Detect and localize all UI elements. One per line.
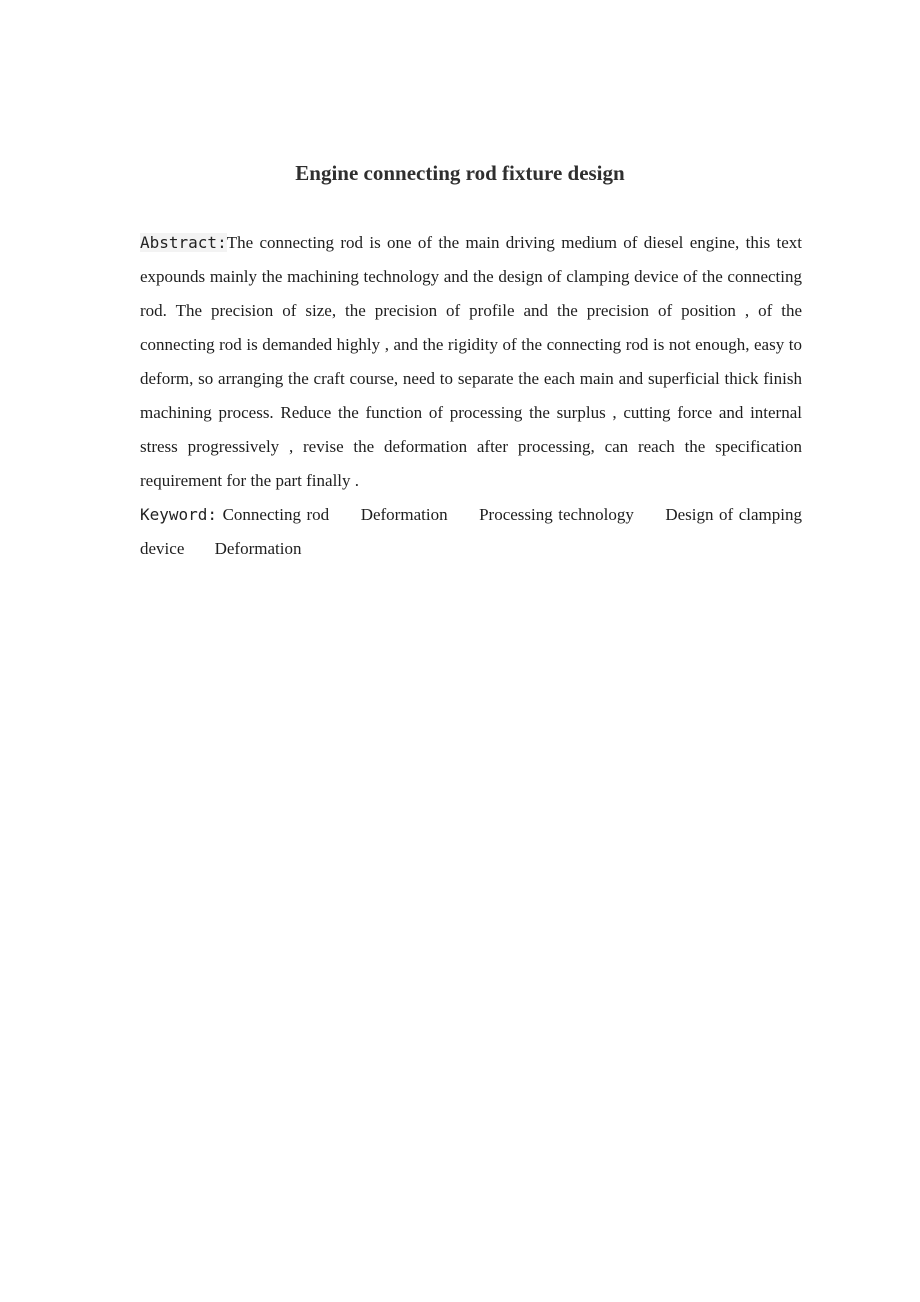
keyword-item: Deformation <box>360 505 448 524</box>
document-title: Engine connecting rod fixture design <box>295 161 625 185</box>
abstract-text: The connecting rod is one of the main driving medium of diesel engine, this text expounds mainly the machining technology and the design of clamping device of the connecting rod. The precision of size, the precision of profile and the precision of position , of the connecting rod is demanded highly , and the rigidity of the connecting rod is not enough, easy to deform, so arranging the craft course, need to separate the each main and superficial thick finish machining process. Reduce the function of processing the surplus , cutting force and internal stress progressively , revise the deformation after processing, can reach the specification requirement for the part finally . <box>140 233 802 490</box>
keyword-item: Connecting rod <box>222 505 330 524</box>
keyword-item: Processing technology <box>479 505 634 524</box>
keyword-item: Design of clamping device <box>140 505 803 558</box>
keywords-label: Keyword: <box>140 505 218 524</box>
abstract-label: Abstract: <box>140 233 227 252</box>
abstract-paragraph <box>140 226 802 498</box>
keyword-item: Deformation <box>214 539 302 558</box>
keywords-paragraph <box>140 498 802 566</box>
document-body <box>140 226 802 566</box>
